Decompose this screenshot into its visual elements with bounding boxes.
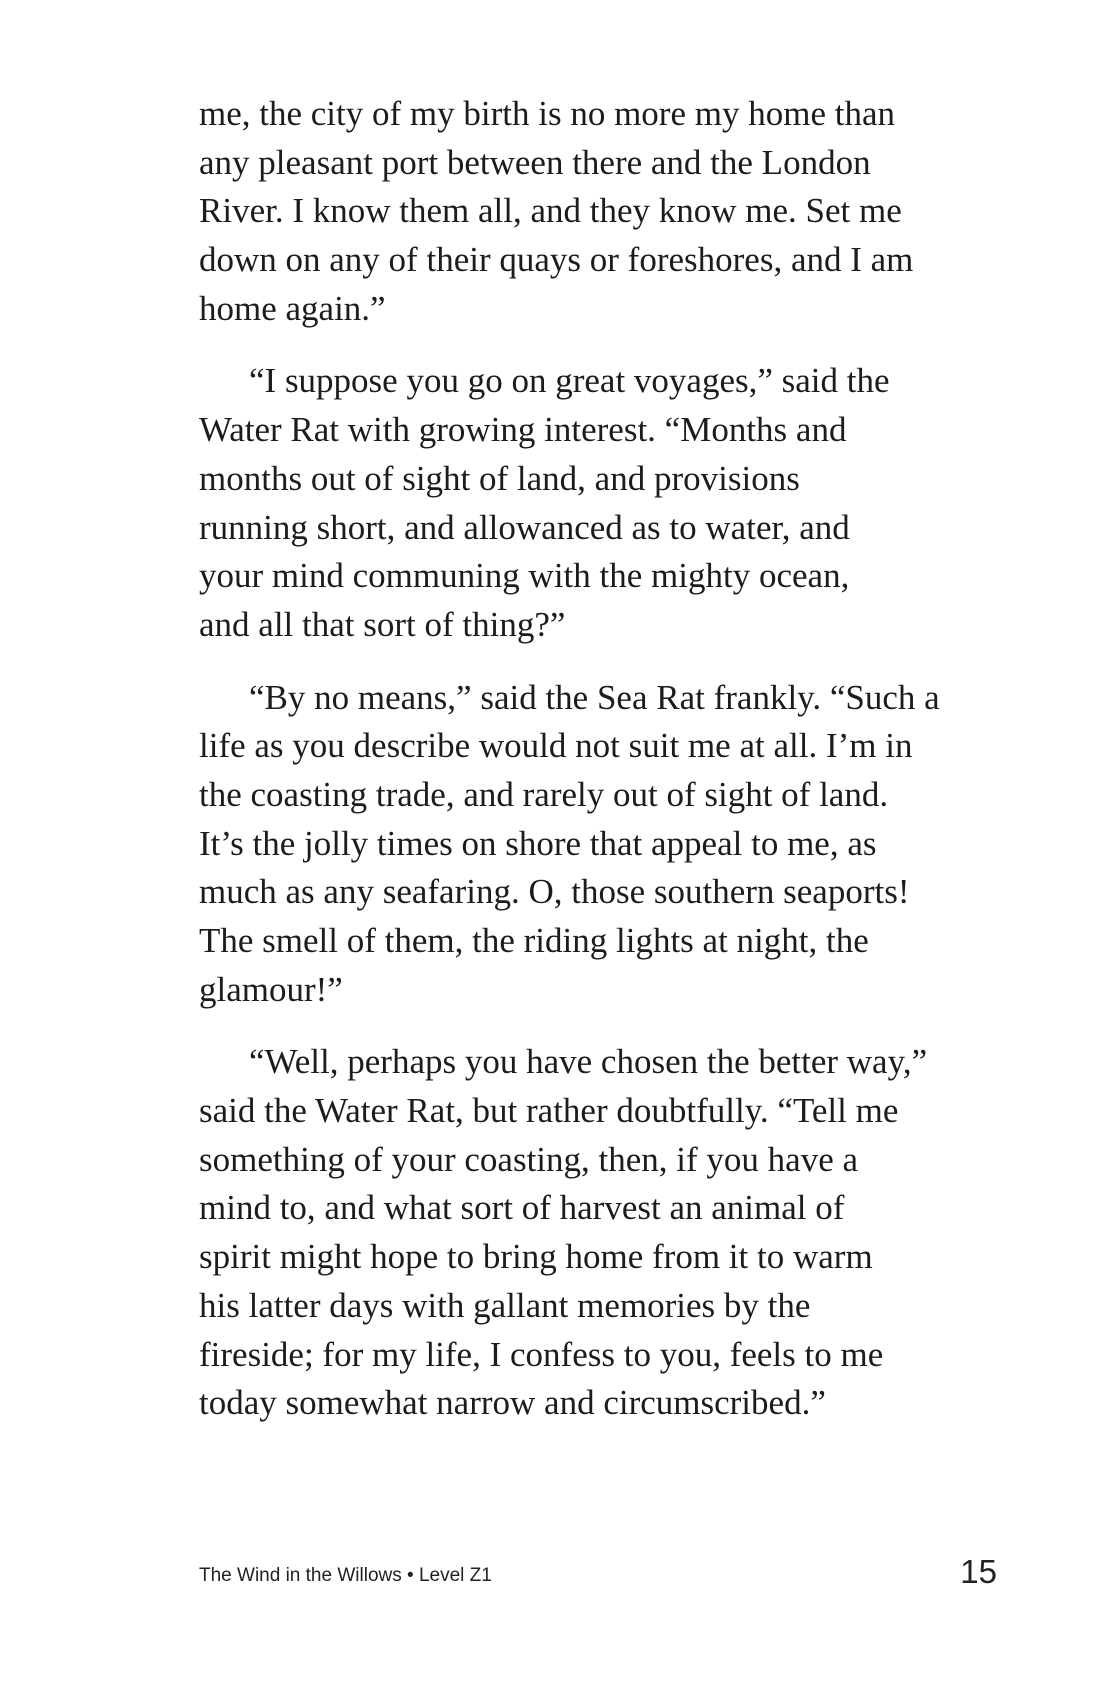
text-line: any pleasant port between there and the London	[199, 142, 871, 182]
paragraph-1	[199, 90, 999, 333]
text-line: months out of sight of land, and provisions	[199, 458, 800, 498]
text-line: today somewhat narrow and circumscribed.”	[199, 1383, 826, 1423]
text-line: spirit might hope to bring home from it to warm	[199, 1237, 873, 1277]
text-line: glamour!”	[199, 969, 343, 1009]
text-line: River. I know them all, and they know me. Set me	[199, 191, 902, 231]
text-line: your mind communing with the mighty ocean,	[199, 556, 850, 596]
footer-book-title: The Wind in the Willows • Level Z1	[199, 1565, 492, 1586]
paragraph-3	[199, 674, 999, 1015]
body-text	[199, 90, 999, 1452]
page-number: 15	[960, 1553, 997, 1590]
text-line: mind to, and what sort of harvest an animal of	[199, 1188, 845, 1228]
text-line: “I suppose you go on great voyages,” said the	[249, 361, 890, 401]
text-line: fireside; for my life, I confess to you, feels to me	[199, 1334, 884, 1374]
text-line: “Well, perhaps you have chosen the better way,”	[249, 1042, 928, 1082]
text-line: Water Rat with growing interest. “Months and	[199, 410, 847, 450]
text-line: said the Water Rat, but rather doubtfully. “Tell me	[199, 1091, 899, 1131]
text-line: It’s the jolly times on shore that appeal to me, as	[199, 823, 877, 863]
text-line: much as any seafaring. O, those southern seaports!	[199, 872, 910, 912]
paragraph-2	[199, 357, 999, 649]
text-line: home again.”	[199, 288, 386, 328]
text-line: the coasting trade, and rarely out of sight of land.	[199, 774, 889, 814]
text-line: The smell of them, the riding lights at night, the	[199, 921, 869, 960]
text-line: me, the city of my birth is no more my home than	[199, 94, 895, 133]
text-line: life as you describe would not suit me at all. I’m in	[199, 726, 913, 766]
text-line: something of your coasting, then, if you have a	[199, 1139, 859, 1179]
text-line: his latter days with gallant memories by the	[199, 1285, 811, 1325]
paragraph-4	[199, 1038, 999, 1428]
text-line: “By no means,” said the Sea Rat frankly. “Such a	[249, 677, 940, 717]
text-line: and all that sort of thing?”	[199, 604, 566, 644]
text-line: down on any of their quays or foreshores, and I am	[199, 240, 914, 280]
text-line: running short, and allowanced as to water, and	[199, 507, 850, 547]
